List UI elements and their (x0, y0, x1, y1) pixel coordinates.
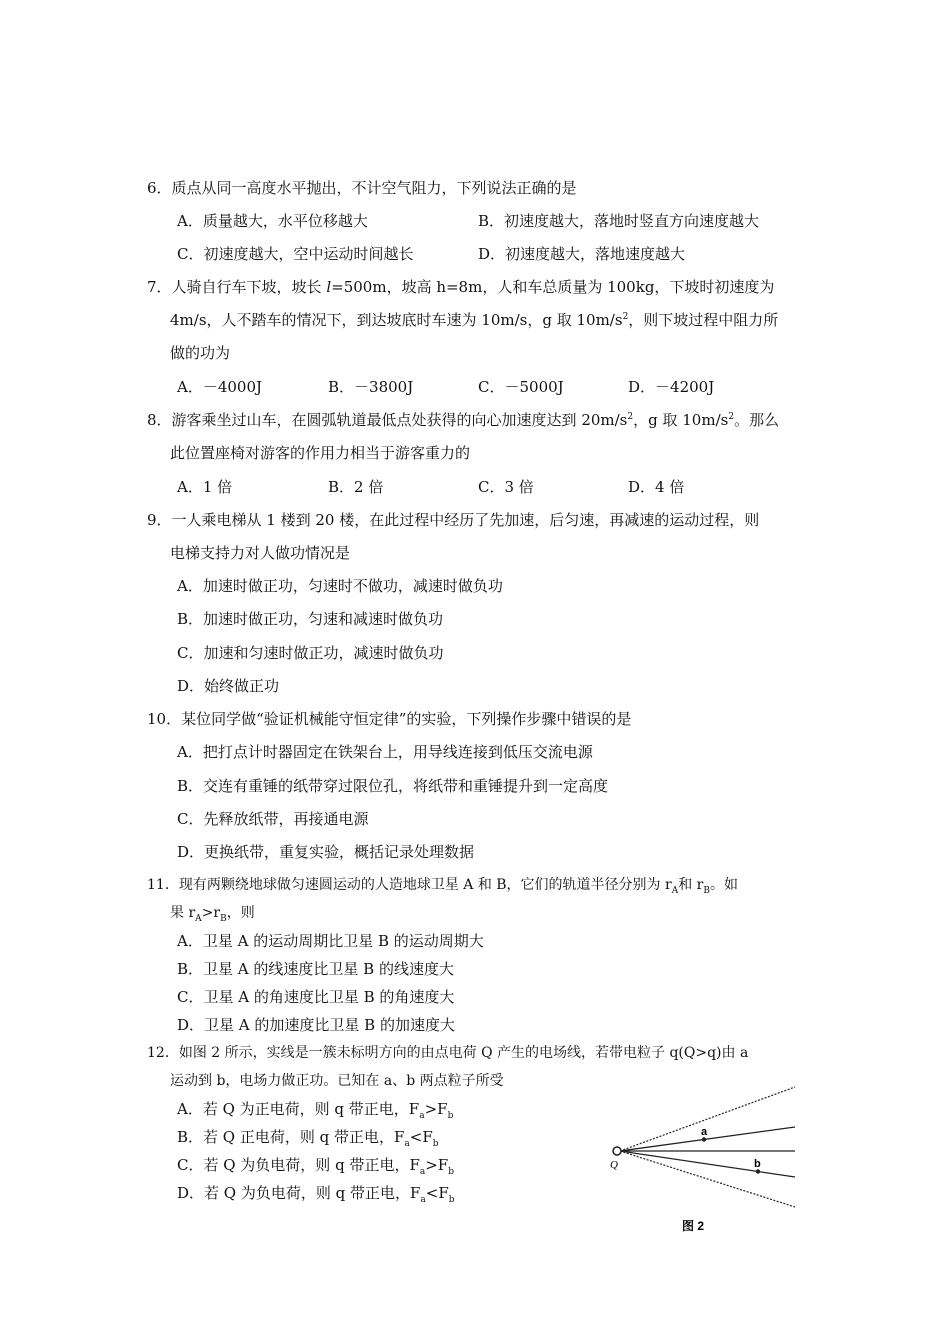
field-line-4 (620, 1151, 795, 1177)
field-lines (620, 1087, 795, 1207)
q6-option-c: C．初速度越大，空中运动时间越长 (177, 245, 414, 263)
q9-option-a: A．加速时做正功，匀速时不做功，减速时做负功 (177, 577, 503, 595)
figure-2-field-lines (600, 1085, 800, 1245)
q8-option-c: C．3 倍 (478, 478, 534, 496)
q12-option-d: D．若 Q 为负电荷，则 q 带正电，$F_a<F_b$ (177, 1184, 455, 1205)
q10-option-c: C．先释放纸带，再接通电源 (177, 810, 369, 828)
q11-stem-line2: 果 $r_A>r_B$，则 (170, 905, 255, 924)
q11-option-c: C．卫星 A 的角速度比卫星 B 的角速度大 (177, 988, 455, 1006)
q7-stem-line2: 4m/s，人不踏车的情况下，到达坡底时车速为 10m/s，g 取 $10m/s^2$，则下坡过程中阻力所 (170, 311, 779, 329)
q8-option-b: B．2 倍 (328, 478, 384, 496)
q12-stem-line2: 运动到 b，电场力做正功。已知在 a、b 两点粒子所受 (170, 1073, 504, 1089)
q7-stem-line1: 7．人骑自行车下坡，坡长 l=500m，坡高 h=8m，人和车总质量为 100kg，下坡时初速度为 (147, 278, 775, 296)
q9-option-c: C．加速和匀速时做正功，减速时做负功 (177, 644, 444, 662)
field-line-2 (620, 1127, 795, 1151)
q7-option-b: B．－3800J (328, 378, 414, 396)
q10-stem: 10．某位同学做“验证机械能守恒定律”的实验，下列操作步骤中错误的是 (147, 710, 632, 728)
field-line-5 (620, 1151, 795, 1207)
q6-option-d: D．初速度越大，落地速度越大 (478, 245, 686, 263)
q9-option-b: B．加速时做正功，匀速和减速时做负功 (177, 610, 444, 628)
q6-stem: 6．质点从同一高度水平抛出，不计空气阻力，下列说法正确的是 (147, 179, 577, 197)
q8-stem-line1: 8．游客乘坐过山车，在圆弧轨道最低点处获得的向心加速度达到 $20m/s^2$，g 取 $10m/s^2$。那么 (147, 411, 780, 429)
label-b: b (754, 1158, 761, 1170)
figure-caption: 图 2 (682, 1219, 705, 1233)
q11-option-b: B．卫星 A 的线速度比卫星 B 的线速度大 (177, 960, 454, 978)
q7-option-a: A．－4000J (177, 378, 263, 396)
q8-stem-line2: 此位置座椅对游客的作用力相当于游客重力的 (170, 444, 471, 462)
q10-option-b: B．交连有重锤的纸带穿过限位孔，将纸带和重锤提升到一定高度 (177, 777, 609, 795)
q10-option-a: A．把打点计时器固定在铁架台上，用导线连接到低压交流电源 (177, 743, 593, 761)
q9-stem-line1: 9．一人乘电梯从 1 楼到 20 楼，在此过程中经历了先加速，后匀速，再减速的运动过程，则 (147, 511, 760, 529)
q7-stem-line3: 做的功为 (170, 344, 231, 362)
field-line-1 (620, 1087, 795, 1151)
q9-option-d: D．始终做正功 (177, 677, 280, 695)
q6-option-a: A．质量越大，水平位移越大 (177, 212, 368, 230)
q11-option-a: A．卫星 A 的运动周期比卫星 B 的运动周期大 (177, 932, 484, 950)
q11-stem-line1: 11．现有两颗绕地球做匀速圆运动的人造地球卫星 A 和 B，它们的轨道半径分别为 $r_A$和 $r_B$。如 (147, 877, 738, 896)
q8-option-a: A．1 倍 (177, 478, 233, 496)
q12-stem-line1: 12．如图 2 所示，实线是一簇未标明方向的由点电荷 Q 产生的电场线，若带电粒子 q(Q>q)由 a (147, 1045, 749, 1061)
q12-option-a: A．若 Q 为正电荷，则 q 带正电，$F_a>F_b$ (177, 1100, 454, 1121)
q8-option-d: D．4 倍 (628, 478, 685, 496)
q7-option-d: D．－4200J (628, 378, 715, 396)
label-q: Q (610, 1159, 618, 1171)
q6-option-b: B．初速度越大，落地时竖直方向速度越大 (478, 212, 760, 230)
q11-option-d: D．卫星 A 的加速度比卫星 B 的加速度大 (177, 1016, 455, 1034)
label-a: a (701, 1126, 708, 1138)
point-charge-q (613, 1147, 621, 1155)
q7-option-c: C．－5000J (478, 378, 564, 396)
q12-option-c: C．若 Q 为负电荷，则 q 带正电，$F_a>F_b$ (177, 1156, 454, 1177)
q12-option-b: B．若 Q 正电荷，则 q 带正电，$F_a<F_b$ (177, 1128, 439, 1149)
q10-option-d: D．更换纸带，重复实验，概括记录处理数据 (177, 843, 475, 861)
q9-stem-line2: 电梯支持力对人做功情况是 (170, 544, 351, 562)
